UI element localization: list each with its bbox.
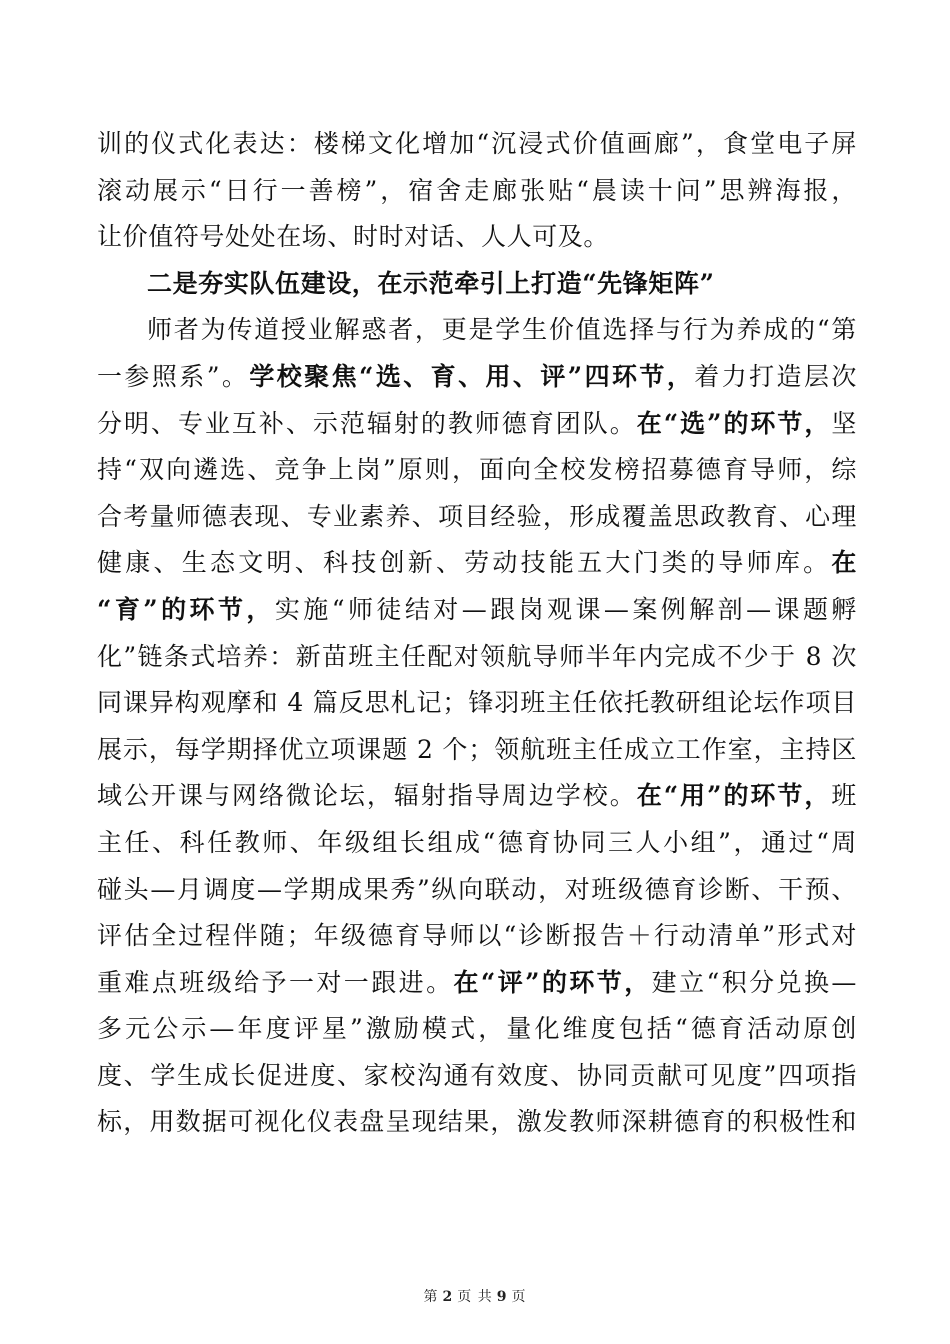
paragraph-line: 评估全过程伴随；年级德育导师以“诊断报告＋行动清单”形式对 bbox=[97, 921, 857, 951]
paragraph-line: 训的仪式化表达：楼梯文化增加“沉浸式价值画廊”，食堂电子屏 bbox=[97, 129, 857, 158]
page-footer bbox=[0, 1286, 950, 1306]
bold-text-run: 在 bbox=[831, 548, 857, 578]
paragraph-line: 让价值符号处处在场、时时对话、人人可及。 bbox=[97, 222, 610, 252]
text-run: 着力打造层次 bbox=[694, 361, 857, 391]
paragraph-line bbox=[97, 960, 857, 1007]
bold-text-run: 在“评”的环节， bbox=[453, 967, 652, 997]
paragraph-line bbox=[97, 587, 857, 634]
paragraph-line: 持“双向遴选、竞争上岗”原则，面向全校发榜招募德育导师，综 bbox=[97, 455, 857, 485]
bold-text-run: “育”的环节， bbox=[97, 594, 275, 624]
text-run: 分明、专业互补、示范辐射的教师德育团队。 bbox=[97, 408, 637, 438]
paragraph-line: 同课异构观摩和 4 篇反思札记；锋羽班主任依托教研组论坛作项目 bbox=[97, 688, 857, 718]
text-run: 域公开课与网络微论坛，辐射指导周边学校。 bbox=[97, 781, 637, 811]
paragraph-line: 多元公示—年度评星”激励模式，量化维度包括“德育活动原创 bbox=[97, 1014, 857, 1044]
text-run: 健康、生态文明、科技创新、劳动技能五大门类的导师库。 bbox=[97, 548, 832, 578]
page-number: 2 bbox=[442, 1289, 454, 1305]
section-heading: 二是夯实队伍建设，在示范牵引上打造“先锋矩阵” bbox=[147, 268, 715, 298]
paragraph-line: 碰头—月调度—学期成果秀”纵向联动，对班级德育诊断、干预、 bbox=[97, 874, 857, 904]
document-body bbox=[97, 121, 857, 1146]
bold-text-run: 在“选”的环节， bbox=[636, 408, 832, 438]
footer-suffix: 页 bbox=[511, 1289, 527, 1305]
text-run: 实施“师徒结对—跟岗观课—案例解剖—课题孵 bbox=[274, 594, 857, 624]
footer-middle: 页 共 bbox=[457, 1289, 493, 1305]
paragraph-line: 化”链条式培养：新苗班主任配对领航导师半年内完成不少于 8 次 bbox=[97, 641, 857, 671]
paragraph-line: 合考量师德表现、专业素养、项目经验，形成覆盖思政教育、心理 bbox=[97, 501, 857, 531]
paragraph-line: 主任、科任教师、年级组长组成“德育协同三人小组”，通过“周 bbox=[97, 827, 857, 857]
text-run: 班 bbox=[831, 781, 857, 811]
text-run: 重难点班级给予一对一跟进。 bbox=[97, 967, 454, 997]
footer-prefix: 第 bbox=[423, 1289, 439, 1305]
paragraph-line: 师者为传道授业解惑者，更是学生价值选择与行为养成的“第 bbox=[147, 315, 857, 345]
paragraph-line: 展示，每学期择优立项课题 2 个；领航班主任成立工作室，主持区 bbox=[97, 734, 857, 764]
paragraph-line bbox=[97, 540, 857, 587]
total-pages: 9 bbox=[496, 1289, 508, 1305]
paragraph-line: 滚动展示“日行一善榜”，宿舍走廊张贴“晨读十问”思辨海报， bbox=[97, 175, 857, 205]
text-run: 坚 bbox=[831, 408, 857, 438]
paragraph-line: 度、学生成长促进度、家校沟通有效度、协同贡献可见度”四项指 bbox=[97, 1060, 857, 1090]
text-run: 一参照系”。 bbox=[97, 361, 250, 391]
paragraph-line bbox=[97, 354, 857, 401]
text-run: 建立“积分兑换— bbox=[651, 967, 857, 997]
bold-text-run: 学校聚焦“选、育、用、评”四环节， bbox=[249, 361, 695, 391]
paragraph-line: 标，用数据可视化仪表盘呈现结果，激发教师深耕德育的积极性和 bbox=[97, 1107, 857, 1137]
paragraph-line bbox=[97, 773, 857, 820]
paragraph-line bbox=[97, 401, 857, 448]
bold-text-run: 在“用”的环节， bbox=[636, 781, 832, 811]
